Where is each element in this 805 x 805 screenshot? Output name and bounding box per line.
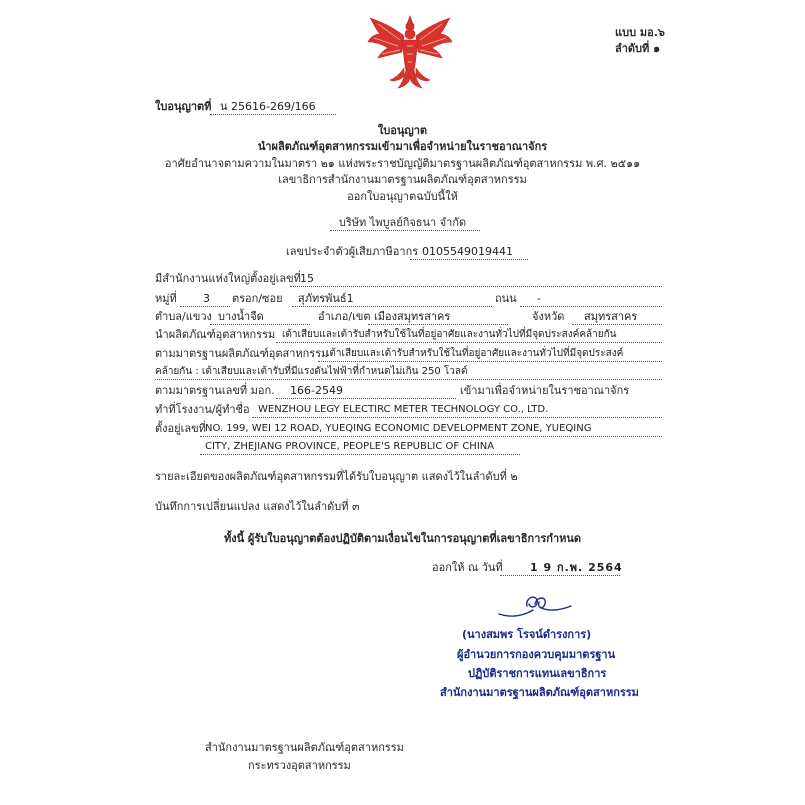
company-name: บริษัท ไพบูลย์กิจธนา จำกัด <box>338 216 467 229</box>
subdistrict-label: ตำบล/แขวง <box>155 310 212 323</box>
office-address-value: 15 <box>300 272 314 285</box>
details-note: รายละเอียดของผลิตภัณฑ์อุตสาหกรรมที่ได้รับใบอนุญาต แสดงไว้ในลำดับที่ ๒ <box>155 470 518 483</box>
licence-no-value: น 25616-269/166 <box>220 100 316 113</box>
district-label: อำเภอ/เขต <box>318 310 371 323</box>
factory-name-label: ทำที่โรงงาน/ผู้ทำชื่อ <box>155 403 250 416</box>
signatory-position-1: ผู้อำนวยการกองควบคุมมาตรฐาน <box>457 648 616 661</box>
subdistrict-value: บางน้ำจืด <box>218 310 264 323</box>
district-value: เมืองสมุทรสาคร <box>374 310 451 323</box>
tax-id-label: เลขประจำตัวผู้เสียภาษีอากร <box>286 245 419 258</box>
standard-value-continued: คล้ายกัน : เต้าเสียบและเต้ารับที่มีแรงดันไฟฟ้าที่กำหนดไม่เกิน 250 โวลต์ <box>155 366 468 377</box>
moo-value: 3 <box>203 292 210 305</box>
moo-label: หมู่ที่ <box>155 292 177 305</box>
form-code: แบบ มอ.๖ <box>615 26 665 39</box>
soi-value: สุภัทรพันธ์1 <box>298 292 354 305</box>
road-label: ถนน <box>495 292 517 305</box>
product-label: นำผลิตภัณฑ์อุตสาหกรรม <box>155 328 276 341</box>
standard-value: เต้าเสียบและเต้ารับสำหรับใช้ในที่อยู่อาศัยและงานทั่วไปที่มีจุดประสงค์ <box>326 348 624 359</box>
tis-number-label: ตามมาตรฐานเลขที่ มอก. <box>155 384 275 397</box>
licence-no-label: ใบอนุญาตที่ <box>155 100 212 113</box>
factory-name-value: WENZHOU LEGY ELECTIRC METER TECHNOLOGY CO., LTD. <box>258 404 549 415</box>
soi-label: ตรอก/ซอย <box>232 292 283 305</box>
sequence-number: ลำดับที่ ๑ <box>615 42 661 55</box>
signatory-position-3: สำนักงานมาตรฐานผลิตภัณฑ์อุตสาหกรรม <box>440 686 639 699</box>
tis-number-value: 166-2549 <box>290 384 343 397</box>
footer-agency: สำนักงานมาตรฐานผลิตภัณฑ์อุตสาหกรรม <box>205 741 404 754</box>
tis-suffix: เข้ามาเพื่อจำหน่ายในราชอาณาจักร <box>460 384 630 397</box>
office-address-label: มีสำนักงานแห่งใหญ่ตั้งอยู่เลขที่ <box>155 272 301 285</box>
issuance-clause: ออกใบอนุญาตฉบับนี้ให้ <box>347 190 458 203</box>
product-value: เต้าเสียบและเต้ารับสำหรับใช้ในที่อยู่อาศัยและงานทั่วไปที่มีจุดประสงค์คล้ายกัน <box>282 329 617 340</box>
factory-address-line1: NO. 199, WEI 12 ROAD, YUEQING ECONOMIC DEVELOPMENT ZONE, YUEQING <box>205 423 592 434</box>
issue-date-label: ออกให้ ณ วันที่ <box>432 561 503 574</box>
document-title: ใบอนุญาต <box>377 124 428 137</box>
footer-ministry: กระทรวงอุตสาหกรรม <box>248 759 351 772</box>
changes-note: บันทึกการเปลี่ยนแปลง แสดงไว้ในลำดับที่ ๓ <box>155 500 360 513</box>
tax-id-value: 0105549019441 <box>422 245 513 258</box>
signature-icon <box>497 592 573 622</box>
issue-date-value: 1 9 ก.พ. 2564 <box>530 561 623 574</box>
issuer: เลขาธิการสำนักงานมาตรฐานผลิตภัณฑ์อุตสาหกรรม <box>278 173 527 186</box>
factory-address-line2: CITY, ZHEJIANG PROVINCE, PEOPLE'S REPUBLIC OF CHINA <box>205 441 495 452</box>
authority-clause: อาศัยอำนาจตามความในมาตรา ๒๑ แห่งพระราชบัญญัติมาตรฐานผลิตภัณฑ์อุตสาหกรรม พ.ศ. ๒๕๑๑ <box>164 157 641 170</box>
signatory-name: (นางสมพร โรจน์ดำรงการ) <box>462 628 592 641</box>
road-value: - <box>537 292 541 305</box>
standard-label: ตามมาตรฐานผลิตภัณฑ์อุตสาหกรรม <box>155 347 329 360</box>
province-label: จังหวัด <box>532 310 565 323</box>
condition-note: ทั้งนี้ ผู้รับใบอนุญาตต้องปฏิบัติตามเงื่อนไขในการอนุญาตที่เลขาธิการกำหนด <box>223 532 582 545</box>
document-subtitle: นำผลิตภัณฑ์อุตสาหกรรมเข้ามาเพื่อจำหน่ายในราชอาณาจักร <box>257 140 548 153</box>
garuda-emblem-icon <box>364 14 456 90</box>
signatory-position-2: ปฏิบัติราชการแทนเลขาธิการ <box>468 667 607 680</box>
factory-address-label: ตั้งอยู่เลขที่ <box>155 422 206 435</box>
province-value: สมุทรสาคร <box>584 310 638 323</box>
